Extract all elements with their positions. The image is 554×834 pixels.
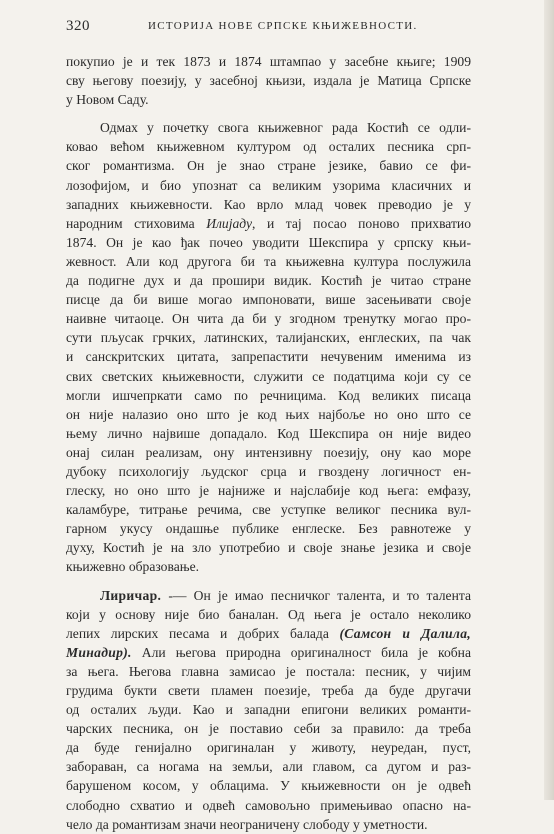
text-line: слободно схватио и одвећ самовољно примењивао опасно на- xyxy=(66,797,471,813)
text-line: чарских песника, он је поставио себи за правило: да треба xyxy=(66,721,471,737)
ballad-title-minadir: Минадир). xyxy=(66,644,132,660)
text-line: у Новом Саду. xyxy=(66,92,149,108)
text-line: жевност. Али код другога би та књижевна култура послужила xyxy=(66,253,471,269)
paragraph-1 xyxy=(66,52,471,109)
text-line: каламбуре, титрање речима, све уступке великог песника вул- xyxy=(66,502,471,518)
text-line: који у основу није био баналан. Од њега је остало неколико xyxy=(66,606,471,622)
text-line: грудима букти свети пламен поезије, треба да буде другачи xyxy=(66,683,471,698)
text-line: лепих лирских песама и добрих балада (Самсон и Далила, xyxy=(66,625,471,641)
body-text xyxy=(66,52,471,834)
text-line: сву његову поезију, у засебној књизи, издала је Матица Српске xyxy=(66,73,471,89)
text-line: духу, Костић је на зло употребио и своје знање језика и своје xyxy=(66,540,471,556)
text-line: гарном укусу ондашње публике енглеске. Без равнотеже у xyxy=(66,521,471,537)
ballad-titles: (Самсон и Далила, xyxy=(339,625,471,641)
text-line: народним стиховима Илијаду, и тај посао поново прихватио xyxy=(66,215,472,231)
running-title: ИСТОРИЈА НОВЕ СРПСКЕ КЊИЖЕВНОСТИ. xyxy=(148,20,418,32)
text-line: он није налазио оно што је код њих најбоље но оно што се xyxy=(66,406,471,422)
page-number: 320 xyxy=(66,18,90,34)
page-edge xyxy=(544,0,554,800)
text-line: и санскритских цитата, запрепастити нечувеним именима из xyxy=(66,349,471,365)
text-line: онај силан реализам, ону интензивну поезију, ону као море xyxy=(66,444,471,460)
text-line: да буде генијално оригиналан у животу, неуредан, пуст, xyxy=(66,740,471,756)
section-lead: Лиричар. xyxy=(100,587,162,603)
text-line: барушеном косом, у облацима. У књижевности он је одвећ xyxy=(66,778,471,794)
text-line: свих светских књижевности, служити се податцима који су се xyxy=(66,368,471,384)
text-line: књижевно образовање. xyxy=(66,559,200,575)
text-line: могли ишчепркати само по речницима. Код великих писаца xyxy=(66,387,471,403)
text-line: ског романтизма. Он је знао стране језике, бавио се фи- xyxy=(66,158,471,174)
text-line: лозофијом, и био упознат са великим узорима класичних и xyxy=(66,177,471,193)
text-line: глеску, но оно што је најниже и најслабије код њега: емфазу, xyxy=(66,483,471,499)
text-line: Одмах у почетку свога књижевног рада Костић се одли- xyxy=(100,120,471,136)
text-line: за њега. Његова главна замисао је постала: песник, у чијим xyxy=(66,663,471,679)
text-line: њему лично највише допадало. Код Шекспира он није видео xyxy=(66,425,471,441)
text-line: покупио је и тек 1873 и 1874 штампао у засебне књиге; 1909 xyxy=(66,54,471,69)
text-line: западних књижевности. Као врло млад човек преводио је у xyxy=(66,196,471,212)
text-line: сути пљусак грчких, латинских, талијанских, енглеских, па чак xyxy=(66,330,471,346)
text-line: писце да би више могао импоновати, више засењивати своје xyxy=(66,292,471,308)
text-line: 1874. Он је као ђак почео уводити Шекспира у српску књи- xyxy=(66,234,471,250)
text-line: Лиричар. -— Он је имао песничког талента, и то талента xyxy=(100,587,471,603)
text-line: од осталих људи. Као и западни епигони великих романти- xyxy=(66,702,471,718)
iliad-title: Илијаду xyxy=(206,215,253,231)
page-header xyxy=(66,18,486,40)
text-line: дубоку психологију људског срца и гвоздену логичност ен- xyxy=(66,463,471,479)
paragraph-2 xyxy=(66,118,471,576)
text-line: ковао већом књижевном културом од осталих песника срп- xyxy=(66,139,471,155)
paragraph-3 xyxy=(66,586,471,834)
text-line: наивне читаоце. Он чита да би у згодном тренутку могао про- xyxy=(66,311,471,327)
text-line: да подигне дух и да прошири видик. Костић је читао стране xyxy=(66,273,471,289)
text-line: забораван, са ногама на земљи, али главом, са дугом и раз- xyxy=(66,759,471,775)
text-line: Минадир). Али његова природна оригиналност била је кобна xyxy=(66,644,471,660)
text-line: чело да романтизам значи неограничену слободу у уметности. xyxy=(66,816,428,832)
